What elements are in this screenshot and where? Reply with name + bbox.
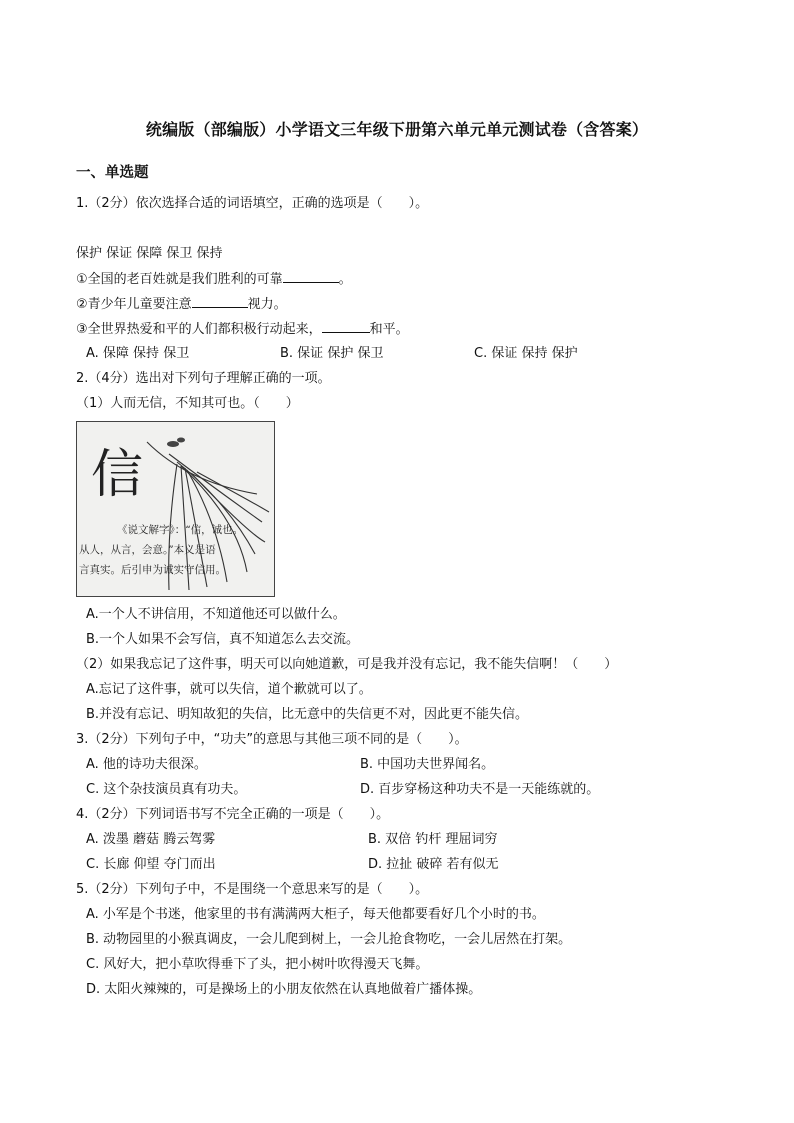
illustration-caption <box>79 520 271 580</box>
q5-option-d[interactable]: D. 太阳火辣辣的，可是操场上的小朋友依然在认真地做着广播体操。 <box>86 982 482 997</box>
q5-option-c[interactable]: C. 风好大，把小草吹得垂下了头，把小树叶吹得漫天飞舞。 <box>86 957 429 972</box>
q2-sub1-option-b[interactable]: B.一个人如果不会写信，真不知道怎么去交流。 <box>86 632 360 647</box>
caption-line: 言真实。后引申为诚实守信用。 <box>79 564 226 576</box>
q3-option-c[interactable]: C. 这个杂技演员真有功夫。 <box>86 782 247 797</box>
q1-s3-end: 和平。 <box>369 322 409 337</box>
q2-stem: 2.（4分）选出对下列句子理解正确的一项。 <box>76 371 331 386</box>
section-heading: 一、单选题 <box>76 165 149 181</box>
q1-word-bank: 保护 保证 保障 保卫 保持 <box>76 246 223 261</box>
q1-s3-text: ③全世界热爱和平的人们都积极行动起来， <box>76 322 322 337</box>
q4-option-c[interactable]: C. 长廊 仰望 夺门而出 <box>86 857 216 872</box>
q5-option-b[interactable]: B. 动物园里的小猴真调皮，一会儿爬到树上，一会儿抢食物吃，一会儿居然在打架。 <box>86 932 572 947</box>
q2-sub2-option-a[interactable]: A.忘记了这件事，就可以失信，道个歉就可以了。 <box>86 682 372 697</box>
q2-sub-question-2: （2）如果我忘记了这件事，明天可以向她道歉，可是我并没有忘记，我不能失信啊！（ ） <box>76 657 618 672</box>
q2-sub2-option-b[interactable]: B.并没有忘记、明知故犯的失信，比无意中的失信更不对，因此更不能失信。 <box>86 707 529 722</box>
page-title: 统编版（部编版）小学语文三年级下册第六单元单元测试卷（含答案） <box>145 120 649 139</box>
q1-s2-text: ②青少年儿童要注意 <box>76 297 192 312</box>
caption-line: 从人，从言，会意。”本义是语 <box>79 544 216 556</box>
fill-blank <box>192 295 248 308</box>
q1-sentence-1 <box>76 270 352 289</box>
q2-sub1-option-a[interactable]: A.一个人不讲信用，不知道他还可以做什么。 <box>86 607 346 622</box>
xin-character-illustration <box>76 421 275 597</box>
q1-stem: 1.（2分）依次选择合适的词语填空，正确的选项是（ ）。 <box>76 196 429 211</box>
q5-stem: 5.（2分）下列句子中，不是围绕一个意思来写的是（ ）。 <box>76 882 429 897</box>
q1-sentence-3 <box>76 320 409 339</box>
q4-option-d[interactable]: D. 拉扯 破碎 若有似无 <box>368 857 499 872</box>
q1-s1-end: 。 <box>338 272 352 287</box>
q3-option-b[interactable]: B. 中国功夫世界闻名。 <box>360 757 495 772</box>
q2-sub-question-1: （1）人而无信，不知其可也。（ ） <box>76 396 299 411</box>
caption-line: 《说文解字》：“信，诚也。 <box>117 524 244 536</box>
q1-s1-text: ①全国的老百姓就是我们胜利的可靠 <box>76 272 283 287</box>
fill-blank <box>283 270 339 283</box>
q4-stem: 4.（2分）下列词语书写不完全正确的一项是（ ）。 <box>76 807 390 822</box>
q4-option-a[interactable]: A. 泼墨 蘑菇 腾云驾雾 <box>86 832 216 847</box>
q1-option-b[interactable]: B. 保证 保护 保卫 <box>280 346 384 361</box>
q3-option-d[interactable]: D. 百步穿杨这种功夫不是一天能练就的。 <box>360 782 600 797</box>
fill-blank <box>322 320 370 333</box>
q1-sentence-2 <box>76 295 287 314</box>
q1-option-a[interactable]: A. 保障 保持 保卫 <box>86 346 190 361</box>
q5-option-a[interactable]: A. 小军是个书迷，他家里的书有满满两大柜子，每天他都要看好几个小时的书。 <box>86 907 545 922</box>
q3-stem: 3.（2分）下列句子中，“功夫”的意思与其他三项不同的是（ ）。 <box>76 732 468 747</box>
q1-option-c[interactable]: C. 保证 保持 保护 <box>474 346 578 361</box>
q4-option-b[interactable]: B. 双倍 钓杆 理屈词穷 <box>368 832 498 847</box>
q3-option-a[interactable]: A. 他的诗功夫很深。 <box>86 757 207 772</box>
q1-s2-end: 视力。 <box>247 297 287 312</box>
seal-script-character: 信 <box>91 445 144 505</box>
